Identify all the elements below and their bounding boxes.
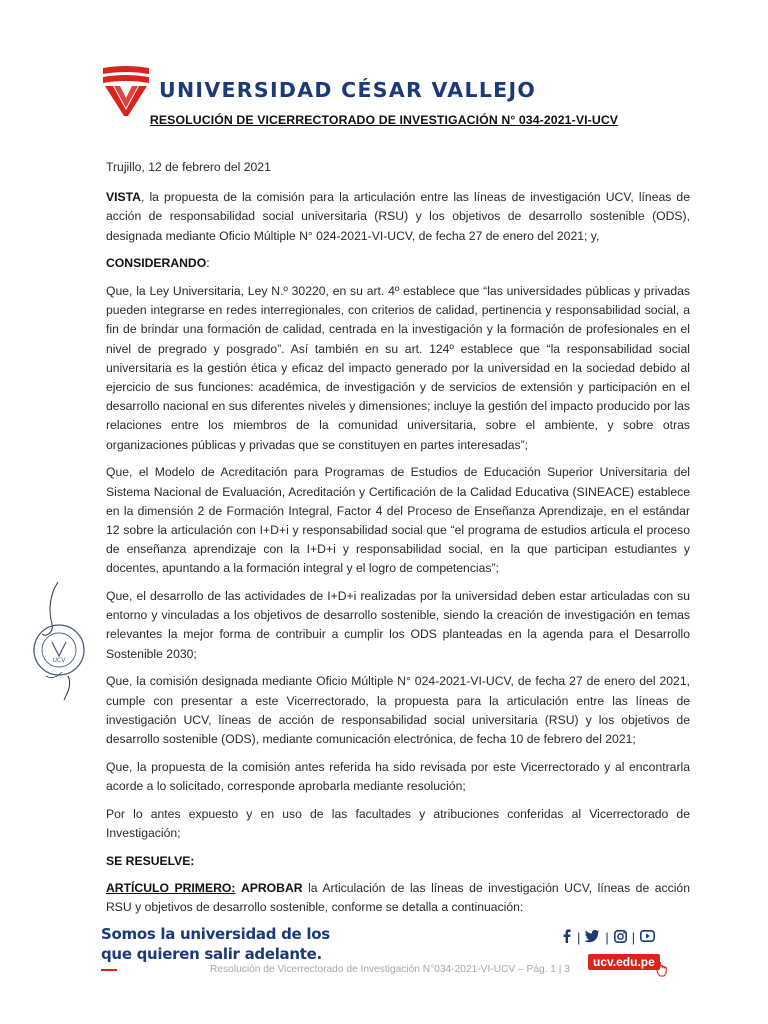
university-logo xyxy=(101,64,536,116)
social-separator: | xyxy=(605,930,609,945)
website-link[interactable]: ucv.edu.pe xyxy=(588,954,660,970)
paragraph-ley-universitaria: Que, la Ley Universitaria, Ley N.º 30220, en su art. 4º establece que “las universidades públicas y privadas pueden integrarse en redes interregionales, con criterios de calidad, pertinencia y responsabilidad social, a fin de brindar una formación de calidad, centrada en la investigación y la formación de profesionales en el nivel de pregrado y posgrado”. Así también en su art. 124º establece que “la responsabilidad social universitaria es la gestión ética y eficaz del impacto generado por la universidad en la sociedad debido al ejercicio de sus funciones: académica, de investigación y de servicios de extensión y participación en el desarrollo nacional en sus diferentes niveles y dimensiones; incluye la gestión del impacto producido por las relaciones entre los miembros de la comunidad universitaria, sobre el ambiente, y sobre otras organizaciones públicas y privadas que se constituyen en partes interesadas”; xyxy=(106,284,690,452)
seal-center-text: UCV xyxy=(52,657,66,664)
youtube-icon[interactable] xyxy=(640,930,655,945)
aprobar-label: APROBAR xyxy=(240,881,303,896)
date-line: Trujillo, 12 de febrero del 2021 xyxy=(106,160,271,174)
vista-paragraph xyxy=(106,188,690,246)
logo-wordmark: UNIVERSIDAD CÉSAR VALLEJO xyxy=(159,78,537,102)
vista-label: VISTA xyxy=(106,190,141,205)
instagram-icon[interactable] xyxy=(614,930,627,946)
document-body xyxy=(106,158,690,926)
paragraph-revision: Que, la propuesta de la comisión antes referida ha sido revisada por este Vicerrectorado y al encontrarla acorde a lo solicitado, corresponde aprobarla mediante resolución; xyxy=(106,759,690,793)
articulo-primero-paragraph xyxy=(106,879,690,917)
slogan-line-1: Somos la universidad de los xyxy=(101,925,330,943)
social-links xyxy=(562,929,655,946)
ucv-logo-icon xyxy=(101,64,151,116)
paragraph-comision: Que, la comisión designada mediante Oficio Múltiple N° 024-2021-VI-UCV, de fecha 27 de enero del 2021, cumple con presentar a este Vicerrectorado, la propuesta para la articulación entre las líneas de investigación UCV, líneas de acción de responsabilidad social universitaria (RSU) y los objetivos de desarrollo sostenible (ODS), mediante comunicación electrónica, de fecha 10 de febrero del 2021; xyxy=(106,674,690,746)
vista-text: , la propuesta de la comisión para la articulación entre las líneas de investigación UCV, líneas de acción de responsabilidad social universitaria (RSU) y los objetivos de desarrollo sostenible (ODS), designada mediante Oficio Múltiple N° 024-2021-VI-UCV, de fecha 27 de enero del 2021; y, xyxy=(106,190,690,243)
paragraph-sineace: Que, el Modelo de Acreditación para Programas de Estudios de Educación Superior Universitaria del Sistema Nacional de Evaluación, Acreditación y Certificación de la Calidad Educativa (SINEACE) establece en la dimensión 2 de Formación Integral, Factor 4 del Proceso de Enseñanza Aprendizaje, en el estándar 12 sobre la articulación con I+D+i y responsabilidad social que “el programa de estudios articula el proceso de enseñanza aprendizaje con la I+D+i y responsabilidad social, en la que participan estudiantes y docentes, apuntando a la formación integral y el logro de competencias”; xyxy=(106,465,690,576)
paragraph-facultades: Por lo antes expuesto y en uso de las facultades y atribuciones conferidas al Vicerrectorado de Investigación; xyxy=(106,806,690,840)
articulo-label: ARTÍCULO PRIMERO: xyxy=(106,881,236,896)
se-resuelve-heading: SE RESUELVE: xyxy=(106,853,195,868)
pointer-hand-icon xyxy=(656,961,670,977)
considerando-heading xyxy=(106,254,690,273)
twitter-icon[interactable] xyxy=(585,930,600,946)
slogan-line-2: que quieren salir adelante. xyxy=(101,945,322,963)
footer-page-reference: Resolución de Vicerrectorado de Investigación N°034-2021-VI-UCV – Pág. 1 | 3 xyxy=(210,964,570,975)
facebook-icon[interactable] xyxy=(562,929,572,946)
social-separator: | xyxy=(577,930,581,945)
resolution-title: RESOLUCIÓN DE VICERRECTORADO DE INVESTIGACIÓN N° 034-2021-VI-UCV xyxy=(149,113,619,127)
footer-slogan xyxy=(101,924,330,964)
considerando-suffix: : xyxy=(206,256,210,271)
paragraph-idi: Que, el desarrollo de las actividades de I+D+i realizadas por la universidad deben estar articuladas con su entorno y vinculadas a los objetivos de desarrollo sostenible, siendo la creación de investigación en temas relevantes la mejor forma de contribuir a cumplir los ODS planteadas en la agenda para el Desarrollo Sostenible 2030; xyxy=(106,589,690,661)
articulo-text: la Articulación de las líneas de investigación UCV, líneas de acción RSU y objetivos de desarrollo sostenible, conforme se detalla a continuación: xyxy=(106,881,690,915)
official-seal-icon xyxy=(28,580,90,702)
considerando-label: CONSIDERANDO xyxy=(106,256,207,271)
social-separator: | xyxy=(631,930,636,945)
